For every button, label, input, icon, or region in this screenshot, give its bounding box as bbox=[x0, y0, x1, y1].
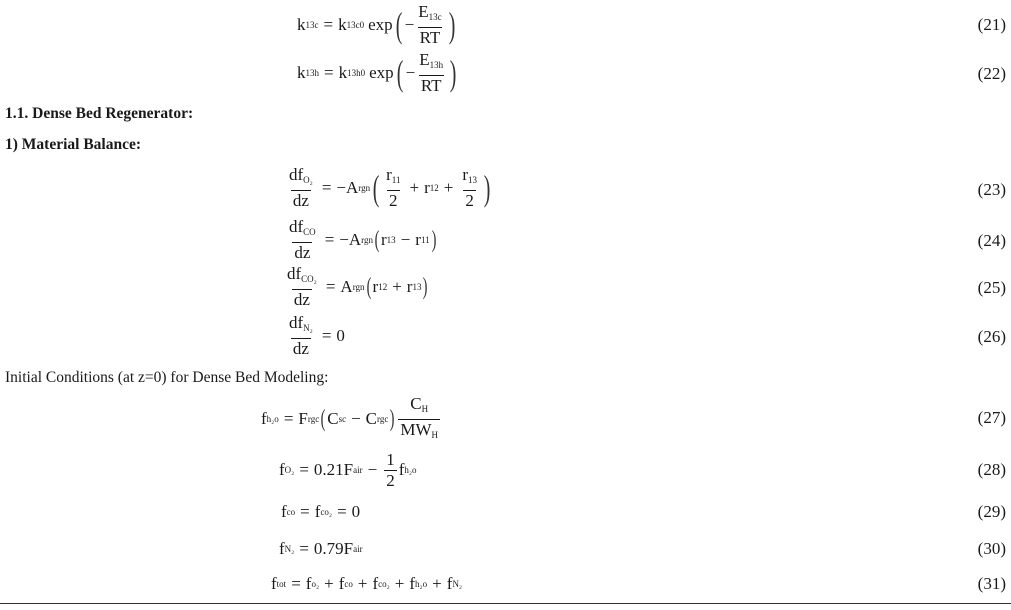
equation-number: (23) bbox=[977, 180, 1006, 199]
equation-24: $\frac{df_{CO}}{dz}$ = − A rgn ( r 13 − r 11 ) (24) bbox=[289, 217, 1006, 262]
section-heading: 1.1. Dense Bed Regenerator: bbox=[5, 105, 194, 122]
equation-25: $\frac{df_{CO_2}}{dz}$ = A rgn ( r 12 + r 13 ) (25) bbox=[287, 264, 1006, 309]
equation-number: (29) bbox=[977, 502, 1006, 521]
equation-number: (26) bbox=[977, 327, 1006, 346]
equation-28: f O₂ = 0.21 F air − $\frac{1}{2}$ f h₂o (28) bbox=[279, 449, 1006, 490]
equation-31: f tot = f o₂ + f co + f co₂ + f h₂o + f N₂ (31) bbox=[271, 574, 1006, 593]
equation-number: (22) bbox=[977, 64, 1006, 83]
equation-22: k 13h = k 13h0 exp ( − $\frac{E_{13h}}{RT}$ ) (22) bbox=[297, 50, 1006, 95]
equation-number: (28) bbox=[977, 460, 1006, 479]
initial-conditions-text: Initial Conditions (at z=0) for Dense Bed Modeling: bbox=[5, 369, 329, 386]
equation-number: (30) bbox=[977, 539, 1006, 558]
equation-30: f N₂ = 0.79 F air (30) bbox=[279, 539, 1006, 558]
equation-27: f h₂o = F rgc ( C sc − C rgc ) $\frac{C_H}{MW_H}$ (27) bbox=[0, 398, 1011, 440]
subsection-heading: 1) Material Balance: bbox=[5, 136, 142, 153]
equation-26: $\frac{df_{N_2}}{dz}$ = 0 (26) bbox=[289, 313, 1006, 358]
equation-23: $\frac{df_{O_2}}{dz}$ = − A rgn ( $\frac{r_{11}}{2}$ + r 12 + $\frac{r_{13}}{2}$ ) (23) bbox=[289, 165, 1006, 210]
bottom-rule bbox=[0, 603, 1011, 604]
equation-number: (31) bbox=[977, 574, 1006, 593]
equation-number: (24) bbox=[977, 231, 1006, 250]
equation-number: (25) bbox=[977, 278, 1006, 297]
equation-number: (27) bbox=[977, 408, 1006, 427]
equation-29: f co = f co₂ = 0 (29) bbox=[281, 502, 1006, 521]
equation-number: (21) bbox=[977, 15, 1006, 34]
equation-21: k 13c = k 13c0 exp ( − $\frac{E_{13c}}{RT}$ ) (21) bbox=[297, 2, 1006, 47]
